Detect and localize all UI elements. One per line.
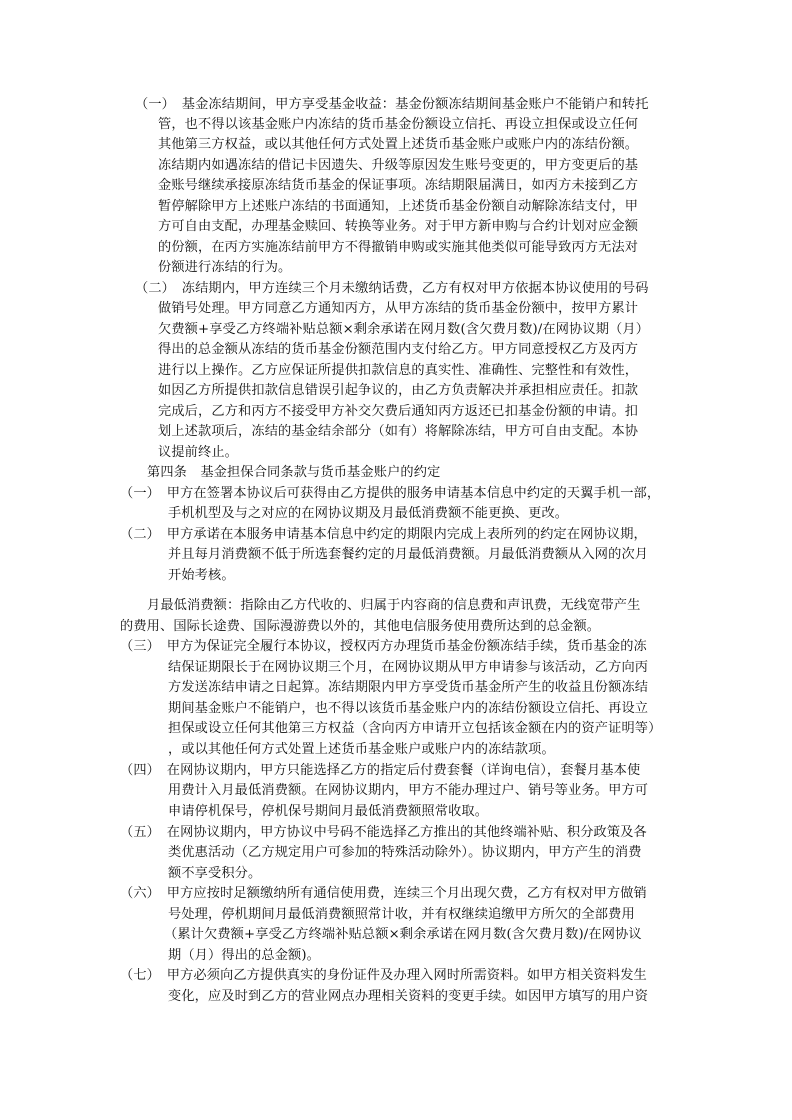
- a4-item-6-line-3: （累计欠费额+享受乙方终端补贴总额×剩余承诺在网月数(含欠费月数)/在网协议: [164, 927, 642, 942]
- a4-item-1-line-2: 手机机型及与之对应的在网协议期及月最低消费额不能更换、更改。: [168, 506, 569, 521]
- a4-item-6-line-4: 期（月）得出的总金额)。: [168, 948, 321, 963]
- clause-1-line-3: 其他第三方权益，或以其他任何方式处置上述货币基金账户或账户内的冻结份额。: [158, 137, 639, 152]
- a4-item-5-line-3: 额不享受积分。: [168, 866, 262, 881]
- clause-2-line-8: 划上述款项后，冻结的基金结余部分（如有）将解除冻结，甲方可自由支配。本协: [158, 424, 639, 439]
- clause-1-line-8: 的份额，在丙方实施冻结前甲方不得撤销申购或实施其他类似可能导致丙方无法对: [158, 240, 639, 255]
- a4-item-3-line-1: （三） 甲方为保证完全履行本协议，授权丙方办理货币基金份额冻结手续，货币基金的冻: [120, 639, 647, 654]
- clause-1-line-6: 暂停解除甲方上述账户冻结的书面通知，上述货币基金份额自动解除冻结支付，甲: [158, 199, 639, 214]
- a4-item-5-line-1: （五） 在网协议期内，甲方协议中号码不能选择乙方推出的其他终端补贴、积分政策及各: [120, 825, 647, 840]
- clause-2-line-7: 完成后，乙方和丙方不接受甲方补交欠费后通知丙方返还已扣基金份额的申请。扣: [158, 404, 639, 419]
- a4-item-7-line-2: 变化，应及时到乙方的营业网点办理相关资料的变更手续。如因甲方填写的用户资: [168, 989, 649, 1004]
- definition-line-2: 的费用、国际长途费、国际漫游费以外的，其他电信服务使用费所达到的总金额。: [120, 619, 601, 634]
- a4-item-4-line-1: （四） 在网协议期内，甲方只能选择乙方的指定后付费套餐（详询电信），套餐月基本使: [120, 763, 641, 778]
- a4-item-1-line-1: （一） 甲方在签署本协议后可获得由乙方提供的服务申请基本信息中约定的天翼手机一部，: [120, 486, 661, 501]
- a4-item-2-line-1: （二） 甲方承诺在本服务申请基本信息中约定的期限内完成上表所列的约定在网协议期，: [120, 527, 647, 542]
- clause-2-line-4: 得出的总金额从冻结的货币基金份额范围内支付给乙方。甲方同意授权乙方及丙方: [158, 342, 639, 357]
- article-4-heading: 第四条 基金担保合同条款与货币基金账户的约定: [147, 465, 441, 480]
- clause-2-line-9: 议提前终止。: [158, 445, 239, 460]
- a4-item-3-line-2: 结保证期限长于在网协议期三个月，在网协议期从甲方申请参与该活动，乙方向丙: [168, 660, 649, 675]
- a4-item-7-line-1: （七） 甲方必须向乙方提供真实的身份证件及办理入网时所需资料。如甲方相关资料发生: [120, 968, 647, 983]
- a4-item-3-line-3: 方发送冻结申请之日起算。冻结期限内甲方享受货币基金所产生的收益且份额冻结: [168, 680, 649, 695]
- clause-1-line-4: 冻结期内如遇冻结的借记卡因遗失、升级等原因发生账号变更的，甲方变更后的基: [158, 158, 639, 173]
- a4-item-4-line-3: 申请停机保号，停机保号期间月最低消费额照常收取。: [168, 804, 489, 819]
- a4-item-4-line-2: 用费计入月最低消费额。在网协议期内，甲方不能办理过户、销号等业务。甲方可: [168, 783, 649, 798]
- a4-item-3-line-4: 期间基金账户不能销户，也不得以该货币基金账户内的冻结份额设立信托、再设立: [168, 701, 649, 716]
- clause-2-line-3: 欠费额+享受乙方终端补贴总额×剩余承诺在网月数(含欠费月数)/在网协议期（月）: [158, 322, 650, 337]
- clause-2-line-5: 进行以上操作。乙方应保证所提供扣款信息的真实性、准确性、完整性和有效性，: [158, 363, 639, 378]
- clause-2-line-6: 如因乙方所提供扣款信息错误引起争议的，由乙方负责解决并承担相应责任。扣款: [158, 383, 639, 398]
- a4-item-6-line-2: 号处理，停机期间月最低消费额照常计收，并有权继续追缴甲方所欠的全部费用: [168, 907, 635, 922]
- clause-1-line-5: 金账号继续承接原冻结货币基金的保证事项。冻结期限届满日，如丙方未接到乙方: [158, 178, 639, 193]
- clause-1-line-9: 份额进行冻结的行为。: [158, 260, 292, 275]
- a4-item-6-line-1: （六） 甲方应按时足额缴纳所有通信使用费，连续三个月出现欠费，乙方有权对甲方做销: [120, 886, 647, 901]
- a4-item-3-line-6: ，或以其他任何方式处置上述货币基金账户或账户内的冻结款项。: [168, 742, 555, 757]
- clause-1-line-7: 方可自由支配，办理基金赎回、转换等业务。对于甲方新申购与合约计划对应金额: [158, 219, 639, 234]
- a4-item-2-line-2: 并且每月消费额不低于所选套餐约定的月最低消费额。月最低消费额从入网的次月: [168, 547, 649, 562]
- a4-item-2-line-3: 开始考核。: [168, 568, 235, 583]
- definition-line-1: 月最低消费额：指除由乙方代收的、归属于内容商的信息费和声讯费，无线宽带产生: [147, 598, 641, 613]
- clause-1-line-2: 管，也不得以该基金账户内冻结的货币基金份额设立信托、再设立担保或设立任何: [158, 117, 639, 132]
- a4-item-3-line-5: 担保或设立任何其他第三方权益（含向丙方申请开立包括该金额在内的资产证明等）: [168, 721, 662, 736]
- clause-2-line-1: （二） 冻结期内，甲方连续三个月未缴纳话费，乙方有权对甲方依据本协议使用的号码: [135, 281, 649, 296]
- clause-2-line-2: 做销号处理。甲方同意乙方通知丙方，从甲方冻结的货币基金份额中，按甲方累计: [158, 301, 639, 316]
- a4-item-5-line-2: 类优惠活动（乙方规定用户可参加的特殊活动除外）。协议期内，甲方产生的消费: [168, 845, 642, 860]
- clause-1-line-1: （一） 基金冻结期间，甲方享受基金收益：基金份额冻结期间基金账户不能销户和转托: [135, 97, 649, 112]
